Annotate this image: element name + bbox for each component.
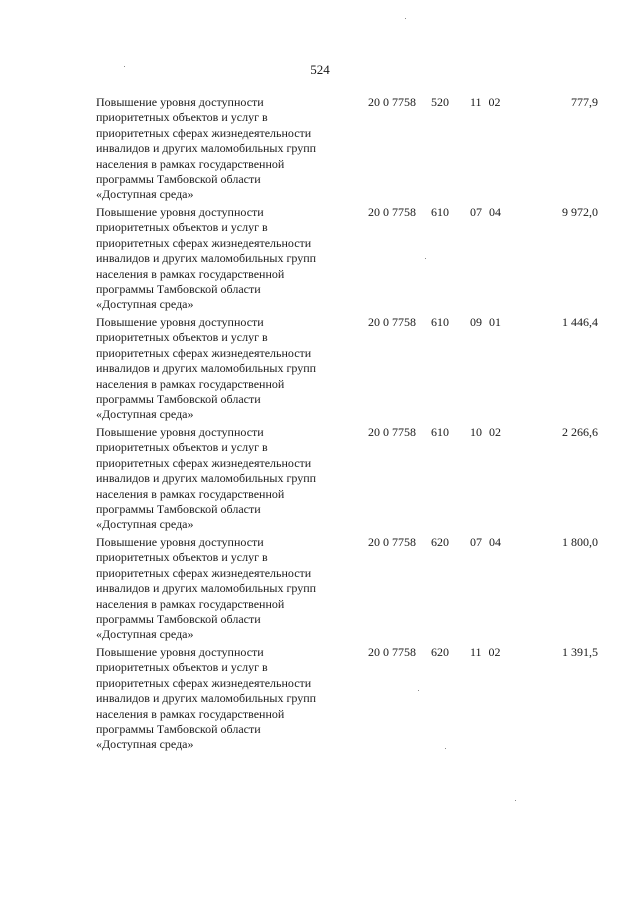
description-line: приоритетных сферах жизнедеятельности bbox=[96, 235, 312, 250]
table-row bbox=[96, 95, 606, 205]
description-line: Повышение уровня доступности bbox=[96, 645, 264, 659]
description-line: приоритетных объектов и услуг в bbox=[96, 440, 268, 455]
row-expense-type: 610 bbox=[431, 425, 449, 439]
description-line: «Доступная среда» bbox=[96, 187, 194, 202]
row-amount: 2 266,6 bbox=[562, 425, 598, 439]
row-description bbox=[96, 95, 346, 203]
row-description bbox=[96, 425, 346, 533]
description-line: Повышение уровня доступности bbox=[96, 205, 264, 219]
description-line: «Доступная среда» bbox=[96, 407, 194, 422]
row-section: 10 02 bbox=[470, 425, 501, 439]
row-code: 20 0 7758 bbox=[368, 95, 416, 109]
scan-speck bbox=[445, 748, 446, 749]
description-line: программы Тамбовской области bbox=[96, 282, 261, 297]
description-line: приоритетных объектов и услуг в bbox=[96, 660, 268, 675]
row-expense-type: 610 bbox=[431, 205, 449, 219]
scan-speck bbox=[405, 18, 406, 19]
table-row bbox=[96, 645, 606, 755]
description-line: приоритетных объектов и услуг в bbox=[96, 110, 268, 125]
description-line: программы Тамбовской области bbox=[96, 502, 261, 517]
table-row bbox=[96, 205, 606, 315]
description-line: приоритетных объектов и услуг в bbox=[96, 330, 268, 345]
description-line: населения в рамках государственной bbox=[96, 486, 285, 501]
row-description bbox=[96, 315, 346, 423]
row-expense-type: 620 bbox=[431, 645, 449, 659]
description-line: населения в рамках государственной bbox=[96, 376, 285, 391]
row-code: 20 0 7758 bbox=[368, 645, 416, 659]
row-section: 07 04 bbox=[470, 205, 501, 219]
row-code: 20 0 7758 bbox=[368, 315, 416, 329]
description-line: приоритетных сферах жизнедеятельности bbox=[96, 125, 312, 140]
description-line: Повышение уровня доступности bbox=[96, 535, 264, 549]
row-section: 11 02 bbox=[470, 645, 501, 659]
row-description bbox=[96, 205, 346, 313]
scan-speck bbox=[425, 258, 426, 259]
description-line: «Доступная среда» bbox=[96, 737, 194, 752]
description-line: инвалидов и других маломобильных групп bbox=[96, 361, 317, 376]
row-section: 11 02 bbox=[470, 95, 501, 109]
row-expense-type: 520 bbox=[431, 95, 449, 109]
row-amount: 1 800,0 bbox=[562, 535, 598, 549]
row-amount: 9 972,0 bbox=[562, 205, 598, 219]
description-line: инвалидов и других маломобильных групп bbox=[96, 141, 317, 156]
description-line: населения в рамках государственной bbox=[96, 266, 285, 281]
description-line: населения в рамках государственной bbox=[96, 596, 285, 611]
description-line: программы Тамбовской области bbox=[96, 392, 261, 407]
description-line: населения в рамках государственной bbox=[96, 156, 285, 171]
description-line: программы Тамбовской области bbox=[96, 172, 261, 187]
table-row bbox=[96, 425, 606, 535]
scan-speck bbox=[515, 800, 516, 801]
row-code: 20 0 7758 bbox=[368, 535, 416, 549]
description-line: Повышение уровня доступности bbox=[96, 315, 264, 329]
budget-table bbox=[96, 95, 606, 755]
row-code: 20 0 7758 bbox=[368, 425, 416, 439]
description-line: «Доступная среда» bbox=[96, 517, 194, 532]
description-line: приоритетных сферах жизнедеятельности bbox=[96, 455, 312, 470]
description-line: инвалидов и других маломобильных групп bbox=[96, 691, 317, 706]
description-line: Повышение уровня доступности bbox=[96, 95, 264, 109]
description-line: приоритетных сферах жизнедеятельности bbox=[96, 675, 312, 690]
row-expense-type: 610 bbox=[431, 315, 449, 329]
row-amount: 1 391,5 bbox=[562, 645, 598, 659]
row-section: 09 01 bbox=[470, 315, 501, 329]
row-code: 20 0 7758 bbox=[368, 205, 416, 219]
scan-speck bbox=[418, 690, 419, 691]
description-line: «Доступная среда» bbox=[96, 627, 194, 642]
description-line: инвалидов и других маломобильных групп bbox=[96, 581, 317, 596]
description-line: «Доступная среда» bbox=[96, 297, 194, 312]
description-line: программы Тамбовской области bbox=[96, 722, 261, 737]
description-line: приоритетных сферах жизнедеятельности bbox=[96, 345, 312, 360]
description-line: инвалидов и других маломобильных групп bbox=[96, 251, 317, 266]
description-line: инвалидов и других маломобильных групп bbox=[96, 471, 317, 486]
row-amount: 1 446,4 bbox=[562, 315, 598, 329]
page-number: 524 bbox=[310, 62, 330, 77]
row-description bbox=[96, 645, 346, 753]
description-line: приоритетных сферах жизнедеятельности bbox=[96, 565, 312, 580]
description-line: приоритетных объектов и услуг в bbox=[96, 220, 268, 235]
description-line: приоритетных объектов и услуг в bbox=[96, 550, 268, 565]
scan-speck bbox=[124, 66, 125, 67]
description-line: программы Тамбовской области bbox=[96, 612, 261, 627]
row-expense-type: 620 bbox=[431, 535, 449, 549]
table-row bbox=[96, 535, 606, 645]
description-line: Повышение уровня доступности bbox=[96, 425, 264, 439]
table-row bbox=[96, 315, 606, 425]
row-section: 07 04 bbox=[470, 535, 501, 549]
row-amount: 777,9 bbox=[571, 95, 598, 109]
row-description bbox=[96, 535, 346, 643]
description-line: населения в рамках государственной bbox=[96, 706, 285, 721]
